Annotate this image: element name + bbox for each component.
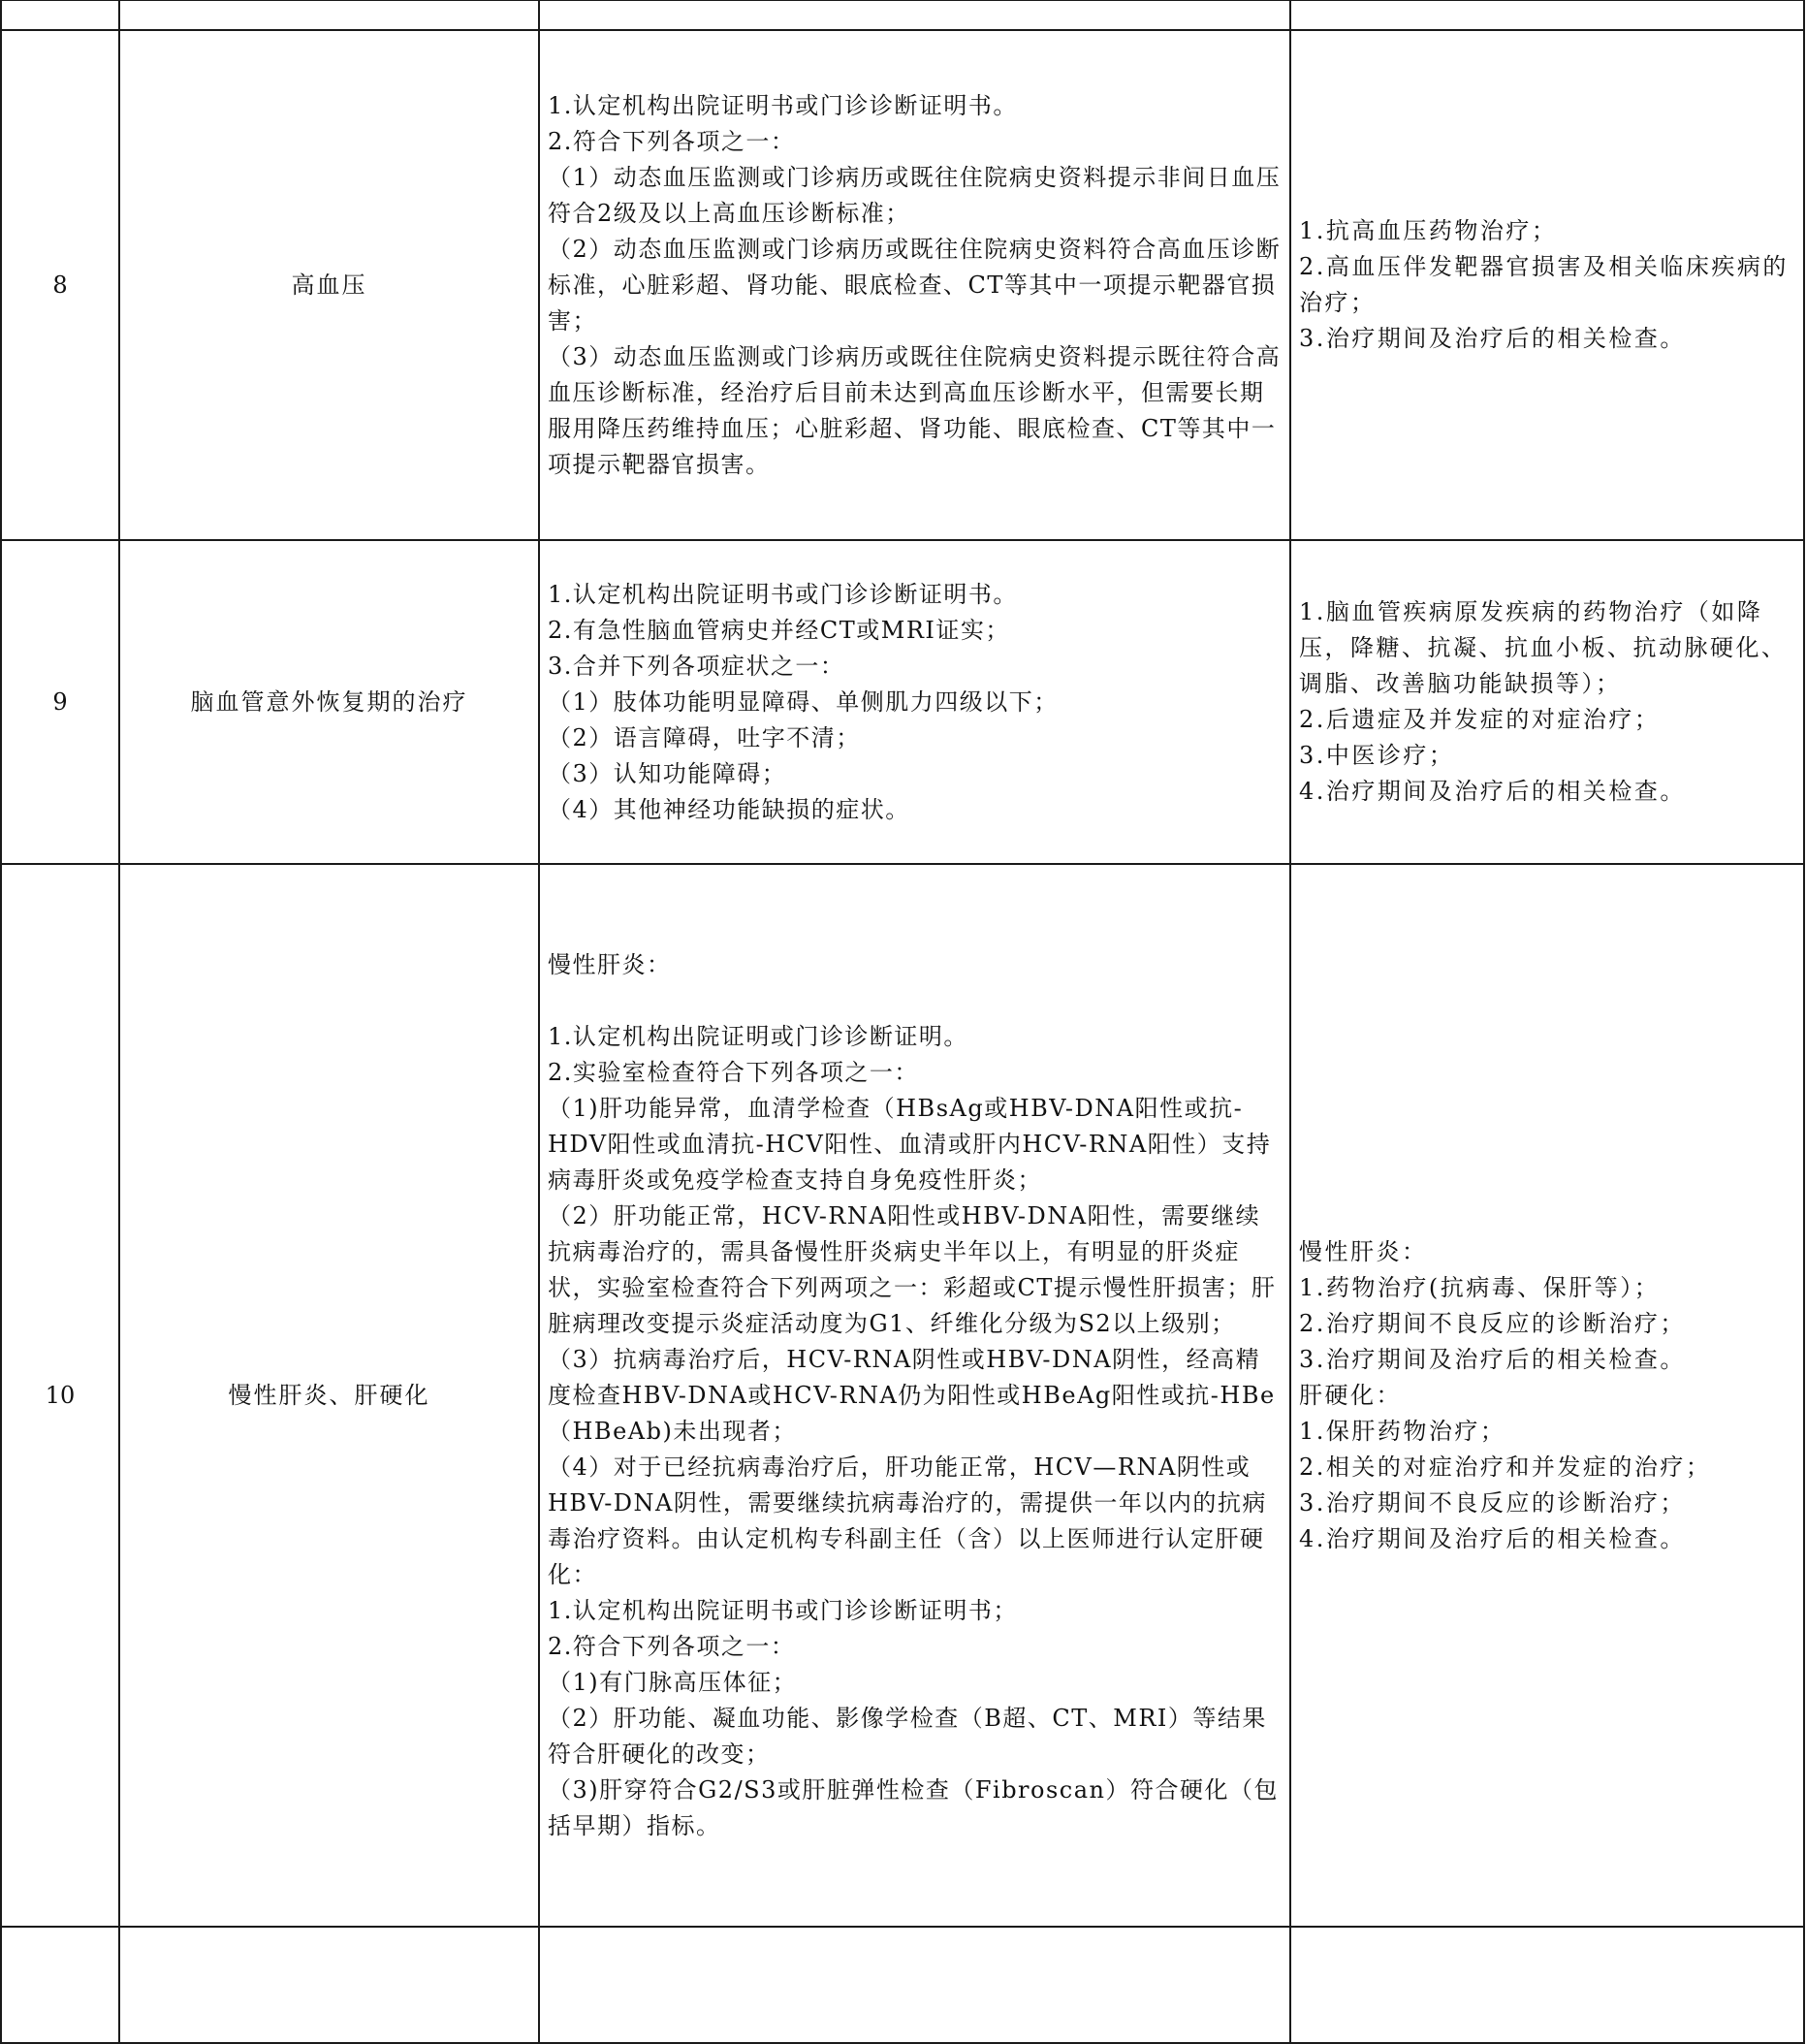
disease-name-cell: 高血压 bbox=[119, 30, 539, 540]
treatment-scope-cell bbox=[1290, 30, 1804, 540]
scope-line: 3.中医诊疗； bbox=[1299, 742, 1455, 769]
scope-line: 3.治疗期间不良反应的诊断治疗； bbox=[1299, 1488, 1686, 1517]
criteria-line: 2.实验室检查符合下列各项之一： bbox=[548, 1058, 919, 1086]
criteria-heading: 慢性肝炎： bbox=[548, 950, 672, 978]
criteria-line: 3.合并下列各项症状之一： bbox=[548, 652, 845, 680]
criteria-line: （4）对于已经抗病毒治疗后，肝功能正常，HCV—RNA阴性或HBV-DNA阴性，需要继续抗病毒治疗的，需提供一年以内的抗病毒治疗资料。由认定机构专科副主任（含）以上医师进行认定肝硬化： bbox=[548, 1453, 1267, 1588]
treatment-scope-cell bbox=[1290, 540, 1804, 864]
scope-heading: 肝硬化： bbox=[1299, 1381, 1402, 1409]
treatment-scope-cell bbox=[1290, 0, 1804, 30]
scope-line: 2.治疗期间不良反应的诊断治疗； bbox=[1299, 1309, 1686, 1337]
scope-line: 1.脑血管疾病原发疾病的药物治疗（如降压，降糖、抗凝、抗血小板、抗动脉硬化、调脂、改善脑功能缺损等）； bbox=[1299, 598, 1788, 697]
criteria-cell bbox=[539, 30, 1290, 540]
table-row-previous-clipped bbox=[1, 0, 1804, 30]
criteria-cell bbox=[539, 864, 1290, 1927]
criteria-line: 1.认定机构出院证明书或门诊诊断证明书。 bbox=[548, 91, 1018, 119]
criteria-cell bbox=[539, 1927, 1290, 2043]
disease-name-cell bbox=[119, 1927, 539, 2043]
table-row-next-clipped bbox=[1, 1927, 1804, 2043]
number-cell: 8 bbox=[1, 30, 119, 540]
scope-line: 3.治疗期间及治疗后的相关检查。 bbox=[1299, 1345, 1686, 1373]
table-row bbox=[1, 30, 1804, 540]
criteria-line: （2）语言障碍，吐字不清； bbox=[548, 723, 861, 751]
scope-line: 1.抗高血压药物治疗； bbox=[1299, 217, 1558, 244]
scope-line: 4.治疗期间及治疗后的相关检查。 bbox=[1299, 778, 1686, 805]
criteria-line: （2）动态血压监测或门诊病历或既往住院病史资料符合高血压诊断标准，心脏彩超、肾功能、眼底检查、CT等其中一项提示靶器官损害； bbox=[548, 235, 1282, 335]
treatment-scope-cell bbox=[1290, 1927, 1804, 2043]
scope-line: 3.治疗期间及治疗后的相关检查。 bbox=[1299, 325, 1686, 352]
scope-line: 4.治疗期间及治疗后的相关检查。 bbox=[1299, 1524, 1686, 1552]
disease-name-cell: 慢性肝炎、肝硬化 bbox=[119, 864, 539, 1927]
blank-line bbox=[548, 983, 1283, 1019]
criteria-line: 1.认定机构出院证明书或门诊诊断证明书。 bbox=[548, 580, 1018, 608]
table-row bbox=[1, 864, 1804, 1927]
treatment-scope-cell bbox=[1290, 864, 1804, 1927]
scope-line: 1.药物治疗(抗病毒、保肝等）； bbox=[1299, 1273, 1661, 1301]
scope-line: 1.保肝药物治疗； bbox=[1299, 1417, 1506, 1445]
criteria-line: （1)有门脉高压体征； bbox=[548, 1668, 798, 1696]
criteria-cell bbox=[539, 540, 1290, 864]
criteria-line: （3）认知功能障碍； bbox=[548, 759, 787, 787]
number-cell: 10 bbox=[1, 864, 119, 1927]
scope-line: 2.后遗症及并发症的对症治疗； bbox=[1299, 706, 1661, 733]
scope-line: 2.相关的对症治疗和并发症的治疗； bbox=[1299, 1453, 1712, 1481]
scope-line: 2.高血压伴发靶器官损害及相关临床疾病的治疗； bbox=[1299, 253, 1789, 316]
criteria-line: （1）肢体功能明显障碍、单侧肌力四级以下； bbox=[548, 687, 1059, 716]
criteria-line: （3）动态血压监测或门诊病历或既往住院病史资料提示既往符合高血压诊断标准，经治疗后目前未达到高血压诊断水平，但需要长期服用降压药维持血压；心脏彩超、肾功能、眼底检查、CT等其中一项提示靶器官损害。 bbox=[548, 342, 1282, 478]
number-cell bbox=[1, 1927, 119, 2043]
criteria-line: （4）其他神经功能缺损的症状。 bbox=[548, 795, 910, 823]
criteria-line: （3）抗病毒治疗后，HCV-RNA阴性或HBV-DNA阴性，经高精度检查HBV-DNA或HCV-RNA仍为阳性或HBeAg阳性或抗-HBe（HBeAb)未出现者； bbox=[548, 1345, 1276, 1445]
criteria-line: 2.符合下列各项之一： bbox=[548, 127, 796, 155]
number-cell: 9 bbox=[1, 540, 119, 864]
criteria-line: 1.认定机构出院证明或门诊诊断证明。 bbox=[548, 1022, 968, 1050]
criteria-line: （2）肝功能正常，HCV-RNA阳性或HBV-DNA阳性，需要继续抗病毒治疗的，需具备慢性肝炎病史半年以上，有明显的肝炎症状，实验室检查符合下列两项之一：彩超或CT提示慢性肝损害；肝脏病理改变提示炎症活动度为G1、纤维化分级为S2以上级别； bbox=[548, 1201, 1277, 1337]
table-row bbox=[1, 540, 1804, 864]
disease-name-cell: 脑血管意外恢复期的治疗 bbox=[119, 540, 539, 864]
disease-name-cell bbox=[119, 0, 539, 30]
criteria-line: （1）动态血压监测或门诊病历或既往住院病史资料提示非间日血压符合2级及以上高血压诊断标准； bbox=[548, 163, 1282, 227]
number-cell bbox=[1, 0, 119, 30]
criteria-cell bbox=[539, 0, 1290, 30]
criteria-line: 1.认定机构出院证明书或门诊诊断证明书； bbox=[548, 1596, 1018, 1624]
criteria-line: （1)肝功能异常，血清学检查（HBsAg或HBV-DNA阳性或抗-HDV阳性或血清抗-HCV阳性、血清或肝内HCV-RNA阳性）支持病毒肝炎或免疫学检查支持自身免疫性肝炎； bbox=[548, 1094, 1272, 1194]
criteria-line: （2）肝功能、凝血功能、影像学检查（B超、CT、MRI）等结果符合肝硬化的改变； bbox=[548, 1704, 1267, 1768]
criteria-line: 2.有急性脑血管病史并经CT或MRI证实； bbox=[548, 616, 1010, 644]
criteria-line: 2.符合下列各项之一： bbox=[548, 1632, 796, 1660]
scope-heading: 慢性肝炎： bbox=[1299, 1237, 1428, 1265]
criteria-line: （3)肝穿符合G2/S3或肝脏弹性检查（Fibroscan）符合硬化（包括早期）指标。 bbox=[548, 1775, 1280, 1839]
